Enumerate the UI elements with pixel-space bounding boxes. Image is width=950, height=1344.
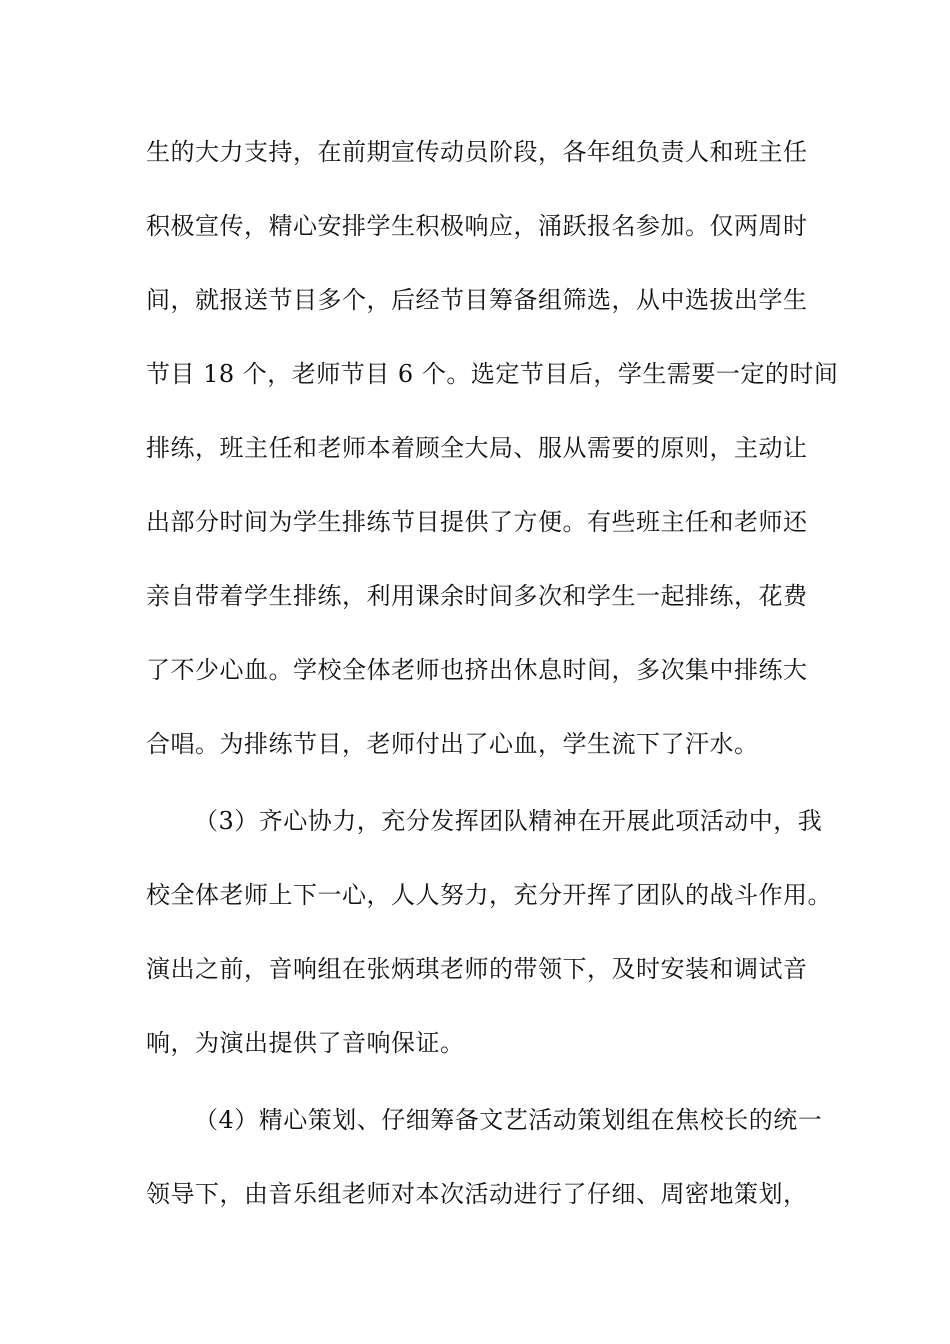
- paragraph-line: 了不少心血。学校全体老师也挤出休息时间，多次集中排练大: [146, 656, 808, 684]
- paragraph-line: 合唱。为排练节目，老师付出了心血，学生流下了汗水。: [146, 730, 759, 758]
- paragraph-line: 节目 18 个，老师节目 6 个。选定节目后，学生需要一定的时间: [146, 360, 839, 388]
- paragraph-line: 响，为演出提供了音响保证。: [146, 1029, 465, 1057]
- paragraph-line: 积极宣传，精心安排学生积极响应，涌跃报名参加。仅两周时: [146, 212, 808, 240]
- section-4-heading-line: （4）精心策划、仔细筹备文艺活动策划组在焦校长的统一: [194, 1106, 823, 1134]
- paragraph-line: 生的大力支持，在前期宣传动员阶段，各年组负责人和班主任: [146, 138, 808, 166]
- paragraph-line: 领导下，由音乐组老师对本次活动进行了仔细、周密地策划，: [146, 1180, 808, 1208]
- paragraph-line: 亲自带着学生排练，利用课余时间多次和学生一起排练，花费: [146, 582, 808, 610]
- section-3-heading-line: （3）齐心协力，充分发挥团队精神在开展此项活动中，我: [194, 807, 823, 835]
- paragraph-line: 演出之前，音响组在张炳琪老师的带领下，及时安装和调试音: [146, 955, 808, 983]
- paragraph-line: 排练，班主任和老师本着顾全大局、服从需要的原则，主动让: [146, 434, 808, 462]
- paragraph-line: 校全体老师上下一心，人人努力，充分开挥了团队的战斗作用。: [146, 881, 832, 909]
- paragraph-line: 出部分时间为学生排练节目提供了方便。有些班主任和老师还: [146, 508, 808, 536]
- paragraph-line: 间，就报送节目多个，后经节目筹备组筛选，从中选拔出学生: [146, 286, 808, 314]
